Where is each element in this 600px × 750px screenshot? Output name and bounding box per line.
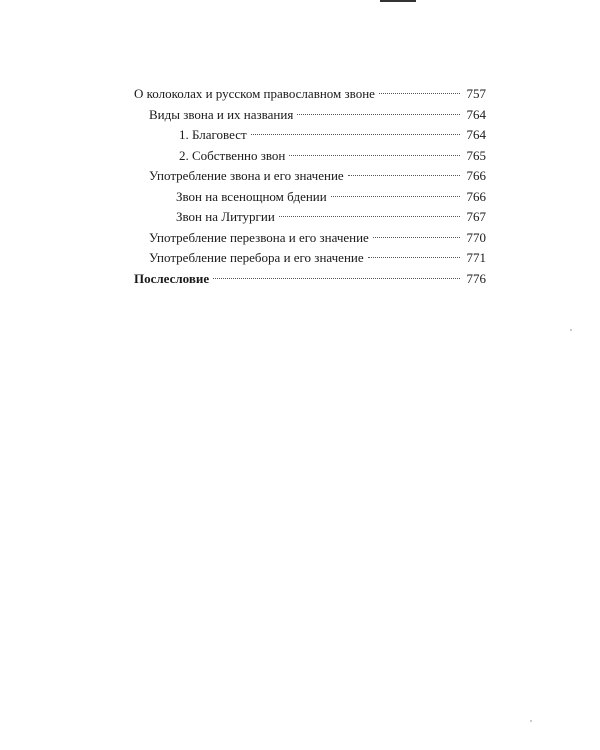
toc-entry-page: 766 xyxy=(466,168,486,183)
toc-entry[interactable] xyxy=(134,248,486,269)
toc-entry[interactable] xyxy=(134,207,486,228)
dot-leader xyxy=(331,196,460,197)
toc-entry[interactable] xyxy=(134,228,486,249)
toc-entry-page: 771 xyxy=(466,250,486,265)
toc-entry-title: Употребление перезвона и его значение xyxy=(149,229,369,245)
toc-entry-page: 767 xyxy=(466,209,486,224)
toc-entry[interactable] xyxy=(134,269,486,290)
toc-entry-title: О колоколах и русском православном звоне xyxy=(134,86,375,101)
table-of-contents xyxy=(134,84,486,289)
dot-leader xyxy=(379,93,460,94)
toc-entry[interactable] xyxy=(134,105,486,126)
toc-entry-title: Послесловие xyxy=(134,270,210,286)
page-edge-mark xyxy=(380,0,416,2)
dot-leader xyxy=(289,155,460,156)
toc-entry-page: 770 xyxy=(466,229,486,245)
toc-entry-title: Употребление звона и его значение xyxy=(149,168,344,183)
paper-speck xyxy=(570,329,572,331)
toc-entry[interactable] xyxy=(134,84,486,105)
toc-entry-page: 757 xyxy=(466,86,486,101)
toc-entry-page: 764 xyxy=(466,106,486,122)
toc-entry-page: 776 xyxy=(466,270,486,286)
toc-entry-page: 766 xyxy=(466,188,486,204)
dot-leader xyxy=(373,237,460,238)
toc-entry-title: 1. Благовест xyxy=(179,127,247,142)
dot-leader xyxy=(368,257,460,258)
toc-entry[interactable] xyxy=(134,146,486,167)
toc-entry-page: 764 xyxy=(466,127,486,142)
paper-speck xyxy=(530,720,532,722)
toc-entry-title: 2. Собственно звон xyxy=(179,147,286,163)
toc-entry-title: Звон на всенощном бдении xyxy=(176,188,327,204)
toc-entry[interactable] xyxy=(134,166,486,187)
dot-leader xyxy=(213,278,460,279)
toc-entry-page: 765 xyxy=(466,147,486,163)
dot-leader xyxy=(348,175,460,176)
toc-entry-title: Виды звона и их названия xyxy=(149,106,294,122)
toc-entry[interactable] xyxy=(134,125,486,146)
toc-entry[interactable] xyxy=(134,187,486,208)
toc-entry-title: Употребление перебора и его значение xyxy=(149,250,364,265)
toc-entry-title: Звон на Литургии xyxy=(176,209,275,224)
dot-leader xyxy=(279,216,460,217)
dot-leader xyxy=(251,134,460,135)
dot-leader xyxy=(297,114,460,115)
